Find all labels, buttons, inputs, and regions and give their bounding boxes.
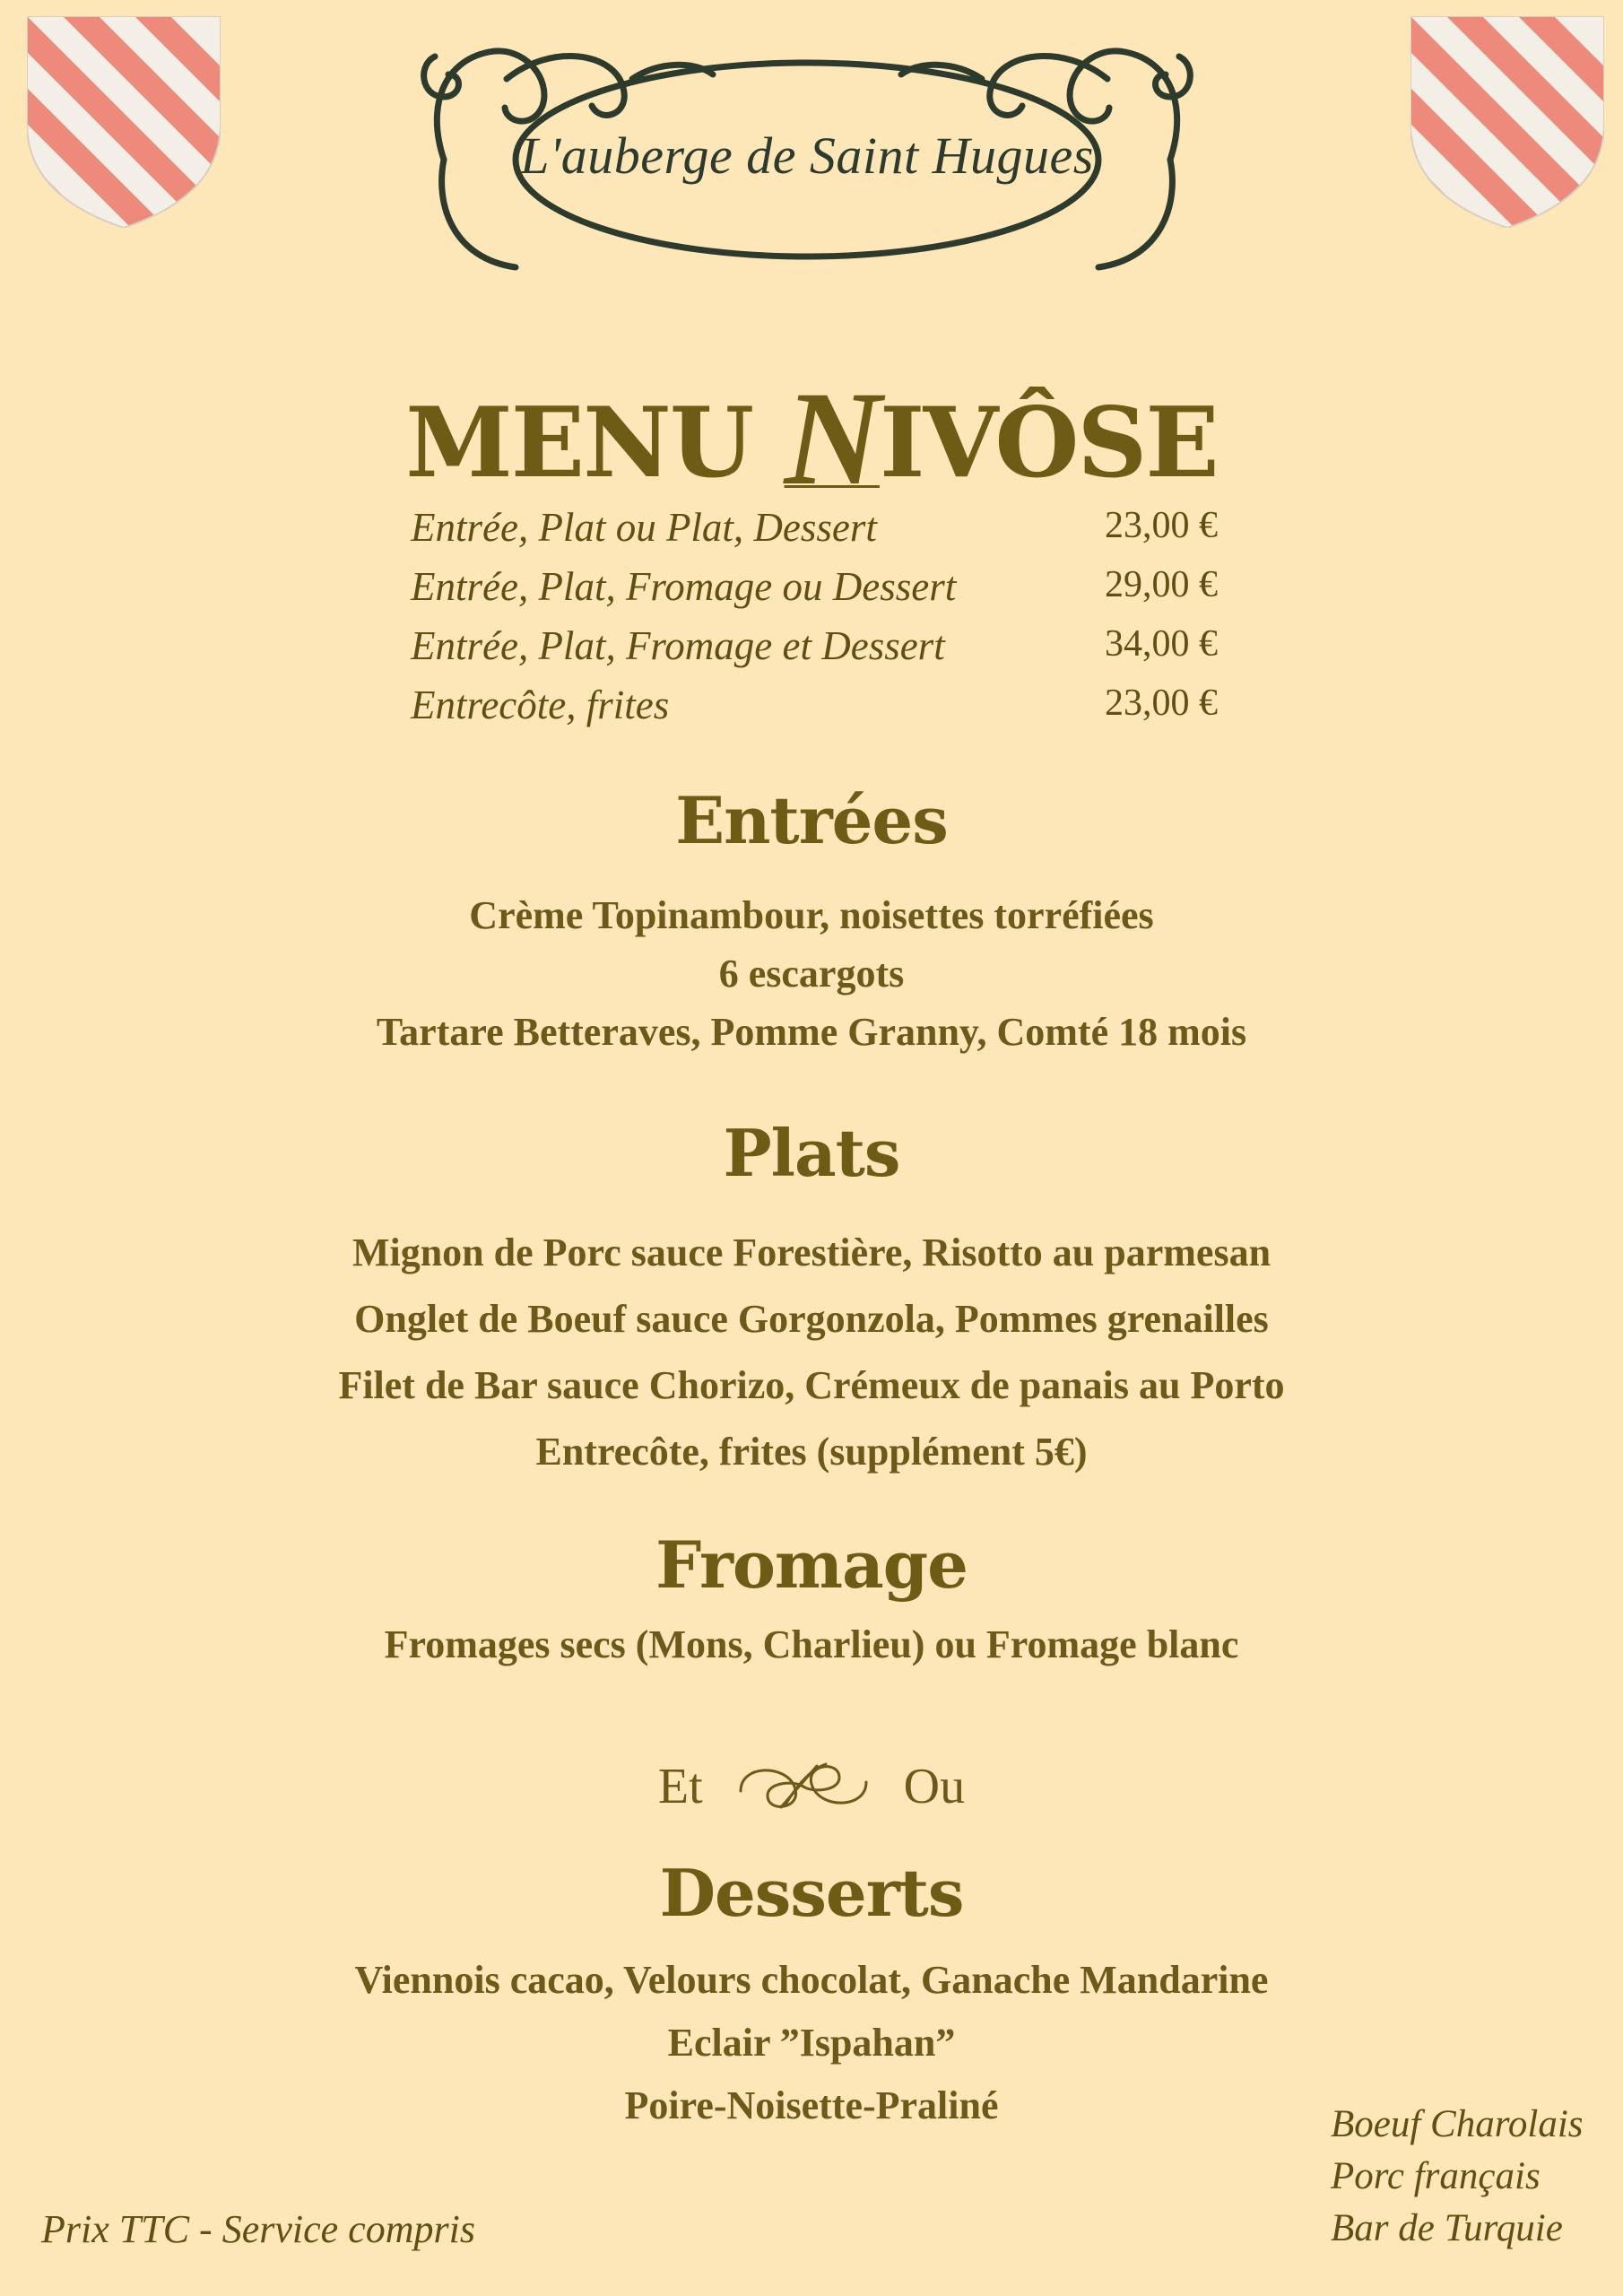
menu-title-rest: IVÔSE <box>879 387 1218 500</box>
fromage-list <box>0 1622 1623 1667</box>
menu-title-prefix: MENU <box>405 387 785 500</box>
left-shield-icon <box>27 16 221 228</box>
price-note: Prix TTC - Service compris <box>41 2207 475 2251</box>
formula-label: Entrée, Plat, Fromage ou Dessert <box>411 564 957 609</box>
flourish-icon <box>732 1755 875 1818</box>
fromage-item: Fromages secs (Mons, Charlieu) ou Fromage blanc <box>384 1622 1239 1666</box>
formula-price: 29,00 € <box>1105 564 1218 605</box>
origin-line: Porc français <box>1331 2155 1541 2197</box>
origin-line: Bar de Turquie <box>1331 2207 1563 2249</box>
formula-row <box>411 504 1218 563</box>
connector-et: Et <box>657 1759 703 1815</box>
formula-price: 34,00 € <box>1105 623 1218 665</box>
plats-list <box>0 1220 1623 1485</box>
origin-line: Boeuf Charolais <box>1331 2103 1584 2145</box>
dessert-item: Viennois cacao, Velours chocolat, Ganache Mandarine <box>354 1958 1269 2002</box>
entree-item: 6 escargots <box>718 952 905 996</box>
desserts-title: Desserts <box>659 1855 964 1931</box>
plat-item: Filet de Bar sauce Chorizo, Crémeux de panais au Porto <box>338 1363 1285 1407</box>
plat-item: Entrecôte, frites (supplément 5€) <box>535 1430 1088 1474</box>
et-ou-connector <box>0 1753 1623 1818</box>
formula-row <box>411 682 1218 741</box>
plat-item: Mignon de Porc sauce Forestière, Risotto au parmesan <box>352 1231 1271 1274</box>
formula-label: Entrecôte, frites <box>411 683 670 727</box>
formula-list <box>411 504 1218 741</box>
menu-title-initial: N <box>784 364 880 513</box>
formula-price: 23,00 € <box>1105 683 1218 724</box>
restaurant-name: L'auberge de Saint Hugues <box>520 126 1094 185</box>
formula-price: 23,00 € <box>1105 505 1218 546</box>
connector-ou: Ou <box>903 1759 966 1815</box>
formula-label: Entrée, Plat, Fromage et Dessert <box>411 623 945 668</box>
origins-list <box>1331 2099 1584 2255</box>
plats-title: Plats <box>723 1115 900 1191</box>
formula-row <box>411 563 1218 622</box>
plat-item: Onglet de Boeuf sauce Gorgonzola, Pommes grenailles <box>354 1297 1269 1341</box>
dessert-item: Eclair ˮIspahanˮ <box>667 2021 956 2065</box>
entrees-title: Entrées <box>675 782 948 858</box>
formula-row <box>411 622 1218 682</box>
formula-label: Entrée, Plat ou Plat, Dessert <box>411 505 877 550</box>
menu-title <box>0 354 1623 513</box>
entrees-list <box>0 886 1623 1061</box>
dessert-item: Poire-Noisette-Praliné <box>624 2083 999 2127</box>
right-shield-icon <box>1410 16 1604 228</box>
entree-item: Tartare Betteraves, Pomme Granny, Comté 18 mois <box>376 1010 1247 1054</box>
fromage-title: Fromage <box>655 1526 968 1603</box>
entree-item: Crème Topinambour, noisettes torréfiées <box>469 893 1154 937</box>
